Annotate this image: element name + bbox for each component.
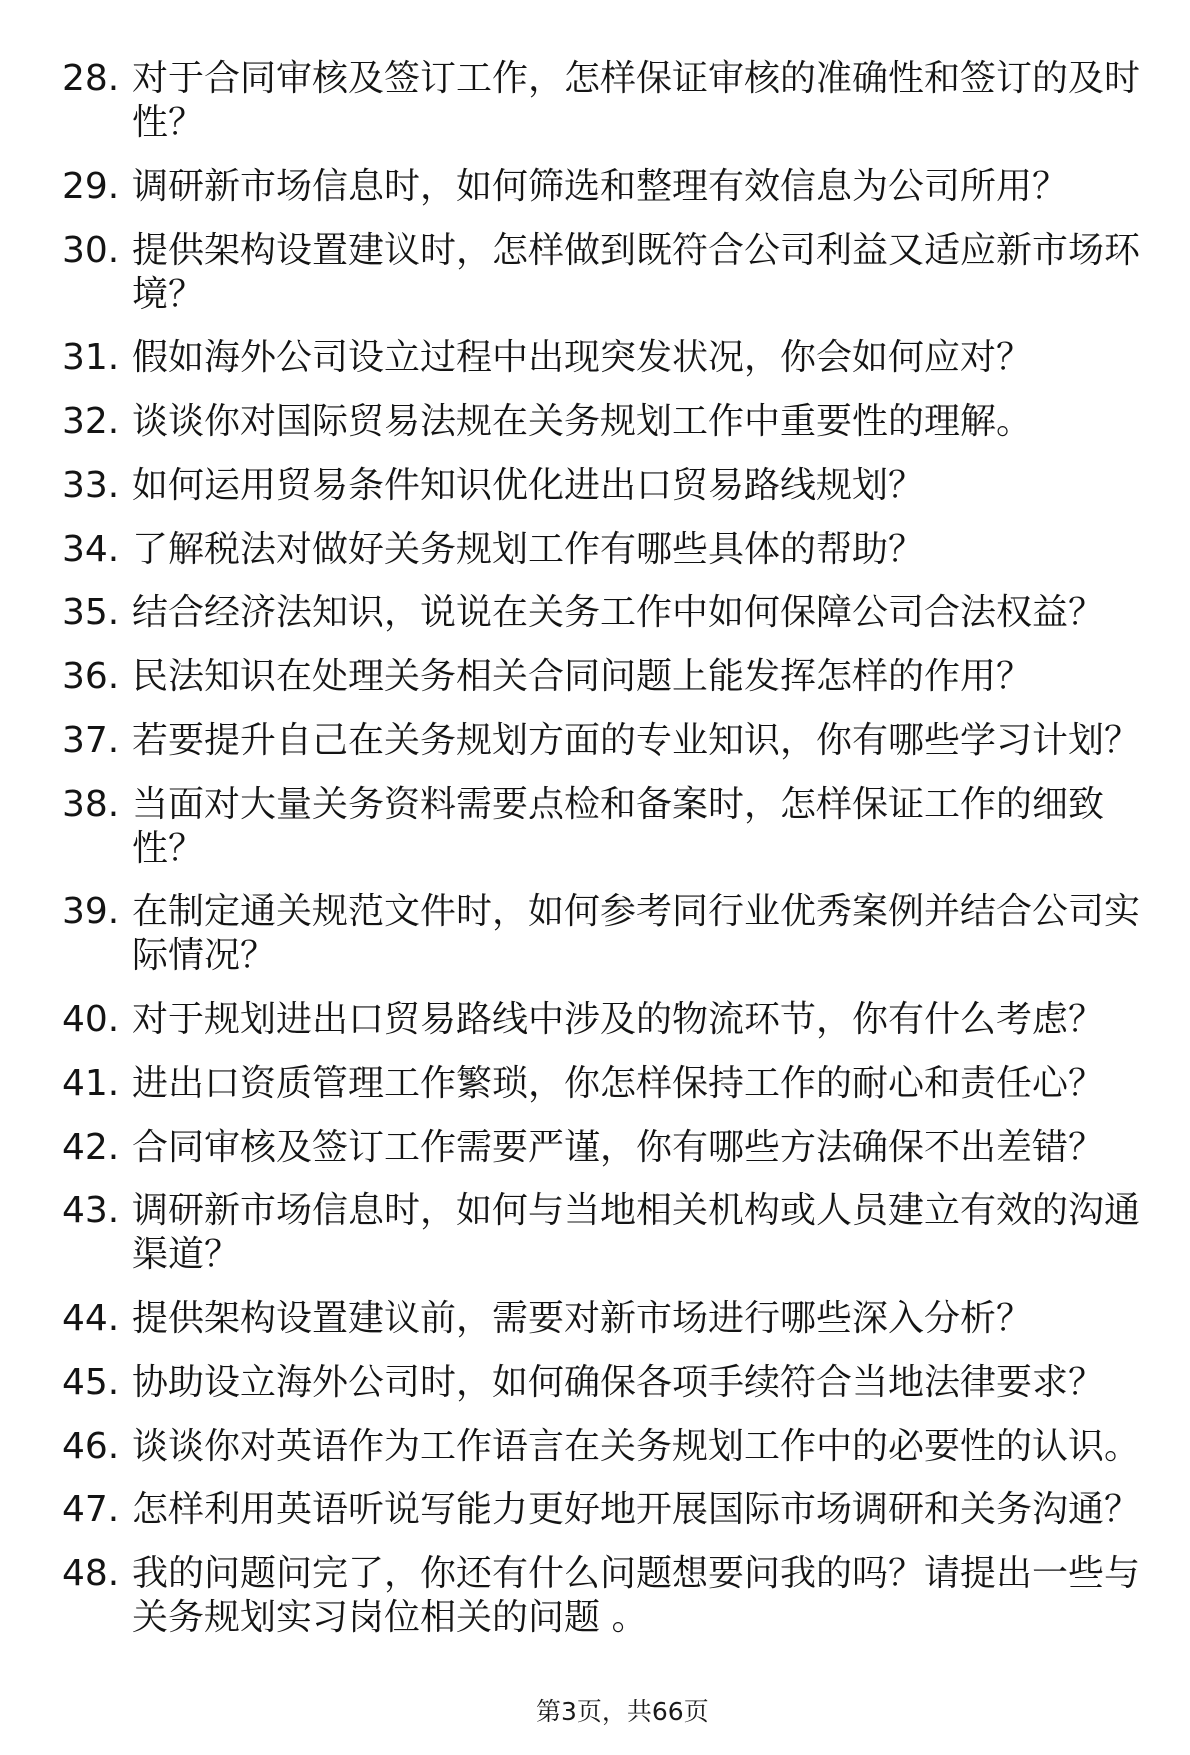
question-number: 48. xyxy=(62,1553,120,1594)
question-text: 结合经济法知识，说说在关务工作中如何保障公司合法权益？ xyxy=(132,592,1105,634)
question-item xyxy=(62,719,1152,763)
question-item xyxy=(62,528,1152,572)
question-item xyxy=(62,1552,1152,1640)
question-number: 42. xyxy=(62,1126,120,1168)
question-item xyxy=(62,890,1152,978)
question-number: 45. xyxy=(62,1361,120,1403)
question-item xyxy=(62,998,1152,1042)
question-text: 假如海外公司设立过程中出现突发状况，你会如何应对？ xyxy=(132,337,1033,379)
question-text: 进出口资质管理工作繁琐，你怎样保持工作的耐心和责任心？ xyxy=(132,1062,1105,1104)
question-number: 37. xyxy=(62,719,120,761)
question-number: 44. xyxy=(62,1298,120,1339)
question-number: 43. xyxy=(62,1190,120,1232)
question-text: 我的问题问完了，你还有什么问题想要问我的吗？请提出一些与关务规划实习岗位相关的问题 。 xyxy=(132,1553,1141,1638)
question-text: 怎样利用英语听说写能力更好地开展国际市场调研和关务沟通？ xyxy=(132,1489,1141,1531)
question-text: 谈谈你对英语作为工作语言在关务规划工作中的必要性的认识。 xyxy=(132,1425,1141,1467)
question-text: 提供架构设置建议前，需要对新市场进行哪些深入分析？ xyxy=(132,1298,1033,1339)
question-number: 28. xyxy=(62,58,120,99)
question-text: 如何运用贸易条件知识优化进出口贸易路线规划？ xyxy=(132,464,925,506)
question-number: 31. xyxy=(62,337,120,379)
question-number: 39. xyxy=(62,891,120,933)
question-item xyxy=(62,464,1152,508)
question-text: 谈谈你对国际贸易法规在关务规划工作中重要性的理解。 xyxy=(132,401,1033,442)
question-text: 当面对大量关务资料需要点检和备案时，怎样保证工作的细致性？ xyxy=(132,783,1105,869)
question-item xyxy=(62,165,1152,209)
question-number: 41. xyxy=(62,1062,120,1104)
question-item xyxy=(62,1425,1152,1469)
question-text: 对于合同审核及签订工作，怎样保证审核的准确性和签订的及时性？ xyxy=(132,58,1141,143)
question-item xyxy=(62,1297,1152,1341)
question-list xyxy=(62,57,1152,1660)
question-text: 了解税法对做好关务规划工作有哪些具体的帮助？ xyxy=(132,528,925,570)
question-item xyxy=(62,229,1152,317)
page-number: 第3页，共66页 xyxy=(536,1697,709,1726)
question-text: 在制定通关规范文件时，如何参考同行业优秀案例并结合公司实际情况？ xyxy=(132,891,1141,977)
question-text: 提供架构设置建议时，怎样做到既符合公司利益又适应新市场环境？ xyxy=(132,229,1141,315)
question-item xyxy=(62,655,1152,699)
question-number: 47. xyxy=(62,1489,120,1531)
question-text: 合同审核及签订工作需要严谨，你有哪些方法确保不出差错？ xyxy=(132,1126,1105,1168)
question-item xyxy=(62,1189,1152,1277)
question-number: 29. xyxy=(62,165,120,207)
question-item xyxy=(62,400,1152,444)
question-number: 36. xyxy=(62,656,120,697)
question-item xyxy=(62,336,1152,380)
question-item xyxy=(62,783,1152,871)
question-item xyxy=(62,1062,1152,1106)
question-number: 32. xyxy=(62,401,120,442)
question-text: 调研新市场信息时，如何与当地相关机构或人员建立有效的沟通渠道？ xyxy=(132,1190,1141,1276)
question-item xyxy=(62,1126,1152,1170)
question-item xyxy=(62,591,1152,635)
question-text: 调研新市场信息时，如何筛选和整理有效信息为公司所用？ xyxy=(132,165,1069,207)
question-text: 对于规划进出口贸易路线中涉及的物流环节，你有什么考虑？ xyxy=(132,999,1105,1040)
question-item xyxy=(62,1361,1152,1405)
question-number: 46. xyxy=(62,1425,120,1467)
question-number: 33. xyxy=(62,464,120,506)
question-number: 38. xyxy=(62,783,120,825)
question-text: 若要提升自己在关务规划方面的专业知识，你有哪些学习计划？ xyxy=(132,719,1141,761)
question-item xyxy=(62,1488,1152,1532)
question-number: 35. xyxy=(62,592,120,634)
question-text: 协助设立海外公司时，如何确保各项手续符合当地法律要求？ xyxy=(132,1361,1105,1403)
question-number: 34. xyxy=(62,528,120,570)
question-text: 民法知识在处理关务相关合同问题上能发挥怎样的作用？ xyxy=(132,656,1033,697)
question-item xyxy=(62,57,1152,145)
question-number: 30. xyxy=(62,229,120,271)
question-number: 40. xyxy=(62,999,120,1040)
